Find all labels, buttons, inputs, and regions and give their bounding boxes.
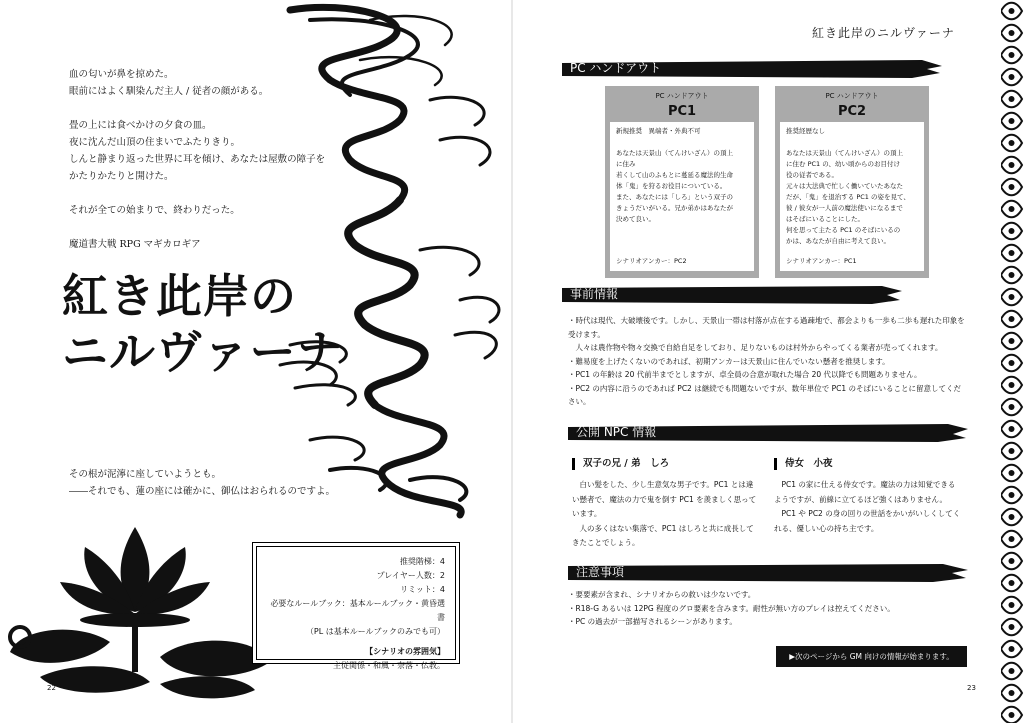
next-page-notice: ▶次のページから GM 向けの情報が始まります。 xyxy=(776,646,967,667)
handout-card-heading: PC2 xyxy=(837,104,867,119)
handout-line: かは、あなたが自由に考えて良い。 xyxy=(786,237,890,245)
prior-info-item: ・時代は現代、大破壊後です。しかし、天景山一帯は村落が点在する過疎地で、都会よりも一歩も二歩も遅れた印象を xyxy=(568,316,965,325)
prior-info-item: 受けます。 xyxy=(568,329,605,339)
npc-line: ようですが、前線に立てるほど強くはありません。 xyxy=(774,494,947,504)
notes-item: ・R18-G あるいは 12PG 程度のグロ要素を含みます。耐性が無い方のプレイは控えてください。 xyxy=(568,603,895,613)
npc-line: 白い髪をした、少し生意気な男子です。PC1 とは違 xyxy=(572,480,754,489)
handout-line: 若くして山のふもとに蔓延る魔法的生命 xyxy=(616,171,733,179)
notes-item: ・要要素が含まれ、シナリオからの救いは少ないです。 xyxy=(568,590,756,599)
info-player-count: プレイヤー人数：2 xyxy=(376,571,445,580)
scenario-info-box xyxy=(252,542,460,670)
handout-line: 新規推奨 異端者・外典不可 xyxy=(616,127,701,135)
prior-info-item: ・難易度を上げたくないのであれば、初期アンカーは天景山に住んでいない懸者を推奨します。 xyxy=(568,356,890,366)
npc-description xyxy=(774,478,970,536)
npc-line: きたことでしょう。 xyxy=(572,538,640,547)
npc-line: 人の多くはない集落で、PC1 はしろと共に成長して xyxy=(572,523,754,533)
right-page xyxy=(512,0,1024,723)
section-title: PC ハンドアウト xyxy=(570,61,662,75)
section-banner-handout xyxy=(562,60,942,78)
info-rulebooks: 必要なルールブック：基本ルールブック・黄昏選書 xyxy=(270,599,445,622)
handout-card-heading: PC1 xyxy=(667,104,697,119)
title-line-1: 紅き此岸の xyxy=(62,269,297,323)
prior-info-list xyxy=(568,314,988,409)
npc-entry-shiro xyxy=(572,458,768,551)
npc-line: PC1 や PC2 の身の回りの世話をかいがいしくしてく xyxy=(774,509,961,518)
handout-line: だが、「鬼」を退治する PC1 の姿を見て、 xyxy=(786,193,910,201)
handout-card-body xyxy=(610,122,754,271)
npc-line: い懸者で、魔法の力で鬼を倒す PC1 を羨ましく思って xyxy=(572,494,757,504)
handout-anchor: シナリオアンカー：PC2 xyxy=(616,257,687,265)
scenario-title xyxy=(62,268,344,380)
poem-line: それが全ての始まりで、終わりだった。 xyxy=(69,205,240,216)
prior-info-item: ・PC1 の年齢は 20 代前半までとしますが、卓全員の合意が取れた場合 20 代以降でも問題ありません。 xyxy=(568,370,922,379)
npc-line: PC1 の家に仕える侍女です。魔法の力は知覚できる xyxy=(774,480,956,489)
epilogue-text xyxy=(69,466,335,500)
prior-info-item: さい。 xyxy=(568,397,591,406)
handout-card-pc1 xyxy=(605,86,759,278)
handout-card-label: PC ハンドアウト xyxy=(825,92,879,100)
info-atmosphere-title: 【シナリオの雰囲気】 xyxy=(365,647,445,656)
poem-line: しんと静まり返った世界に耳を傾け、あなたは屋敷の障子を xyxy=(69,154,326,165)
handout-line: 決めて良い。 xyxy=(616,215,655,223)
section-title: 事前情報 xyxy=(570,287,619,301)
info-atmosphere: 主従関係・和風・奈落・仏教。 xyxy=(333,661,445,670)
poem-line: 眼前にはよく馴染んだ主人 / 従者の顔がある。 xyxy=(69,86,269,97)
handout-line: 何を思って主たる PC1 のそばにいるの xyxy=(786,226,901,234)
epilogue-line: その根が泥濘に座していようとも。 xyxy=(69,469,222,480)
series-name: 魔道書大戦 RPG マギカロギア xyxy=(69,239,201,250)
prior-info-item: 人々は農作物や物々交換で自給自足をしており、足りないものは村外からやってくる業者が売ってくれます。 xyxy=(568,343,943,352)
npc-line: れる、優しい心の持ち主です。 xyxy=(774,523,879,533)
handout-line: 推奨経歴なし xyxy=(786,127,825,135)
npc-entry-sayo xyxy=(774,458,970,536)
notes-item: ・PC の過去が一部描写されるシーンがあります。 xyxy=(568,617,737,626)
page-number-left: 22 xyxy=(47,684,56,692)
handout-line: に住む PC1 の、幼い頃からのお目付け xyxy=(786,160,900,168)
handout-line: また、あなたには「しろ」という双子の xyxy=(616,193,733,201)
intro-poem xyxy=(69,66,325,253)
info-limit: リミット：4 xyxy=(400,585,445,594)
running-title: 紅き此岸のニルヴァーナ xyxy=(812,26,955,40)
npc-heading: 侍女 小夜 xyxy=(774,458,970,470)
handout-line: あなたは天景山（てんけいざん）の頂上 xyxy=(616,149,733,157)
handout-line: あなたは天景山（てんけいざん）の頂上 xyxy=(786,149,903,157)
handout-card-body xyxy=(780,122,924,271)
handout-card-label: PC ハンドアウト xyxy=(655,92,709,100)
section-banner-npc xyxy=(568,424,968,442)
handout-line: きょうだいがいる。兄か弟かはあなたが xyxy=(616,204,733,212)
section-banner-prior-info xyxy=(562,286,902,304)
section-title: 注意事項 xyxy=(576,565,625,579)
section-title: 公開 NPC 情報 xyxy=(576,425,657,439)
handout-line: 元々は大法典で忙しく働いていたあなた xyxy=(786,182,903,190)
handout-anchor: シナリオアンカー：PC1 xyxy=(786,257,857,265)
poem-line: かたりかたりと開けた。 xyxy=(69,171,174,182)
handout-line: はそばにいることにした。 xyxy=(786,215,864,223)
handout-line: 役の従者である。 xyxy=(786,171,838,179)
npc-description xyxy=(572,478,768,551)
handout-card-pc2 xyxy=(775,86,929,278)
epilogue-line: ――それでも、蓮の座には確かに、御仏はおられるのですよ。 xyxy=(69,486,336,497)
poem-line: 血の匂いが鼻を掠めた。 xyxy=(69,69,174,80)
info-rulebook-note: （PL は基本ルールブックのみでも可） xyxy=(305,627,445,636)
npc-line: います。 xyxy=(572,509,602,518)
info-recommended-rank: 推奨階梯：4 xyxy=(399,557,445,566)
handout-line: 体「鬼」を狩るお役目についている。 xyxy=(616,182,727,190)
section-banner-notes xyxy=(568,564,968,582)
npc-heading: 双子の兄 / 弟 しろ xyxy=(572,458,768,470)
lotus-illustration xyxy=(0,512,280,702)
poem-line: 畳の上には食べかけの夕食の皿。 xyxy=(69,120,212,131)
poem-line: 夜に沈んだ山頂の住まいでふたりきり。 xyxy=(69,137,241,148)
handout-line: 彼 / 彼女が一人前の魔法使いになるまで xyxy=(786,204,903,212)
page-number-right: 23 xyxy=(967,684,976,692)
patterned-edge-border xyxy=(999,0,1024,723)
handout-line: に住み xyxy=(616,160,636,168)
notes-list xyxy=(568,588,988,629)
prior-info-item: ・PC2 の内容に沿うのであれば PC2 は継続でも問題ないですが、数年単位で PC1 のそばにいることに留意してくだ xyxy=(568,383,962,393)
title-line-2: ニルヴァーナ xyxy=(62,325,344,379)
